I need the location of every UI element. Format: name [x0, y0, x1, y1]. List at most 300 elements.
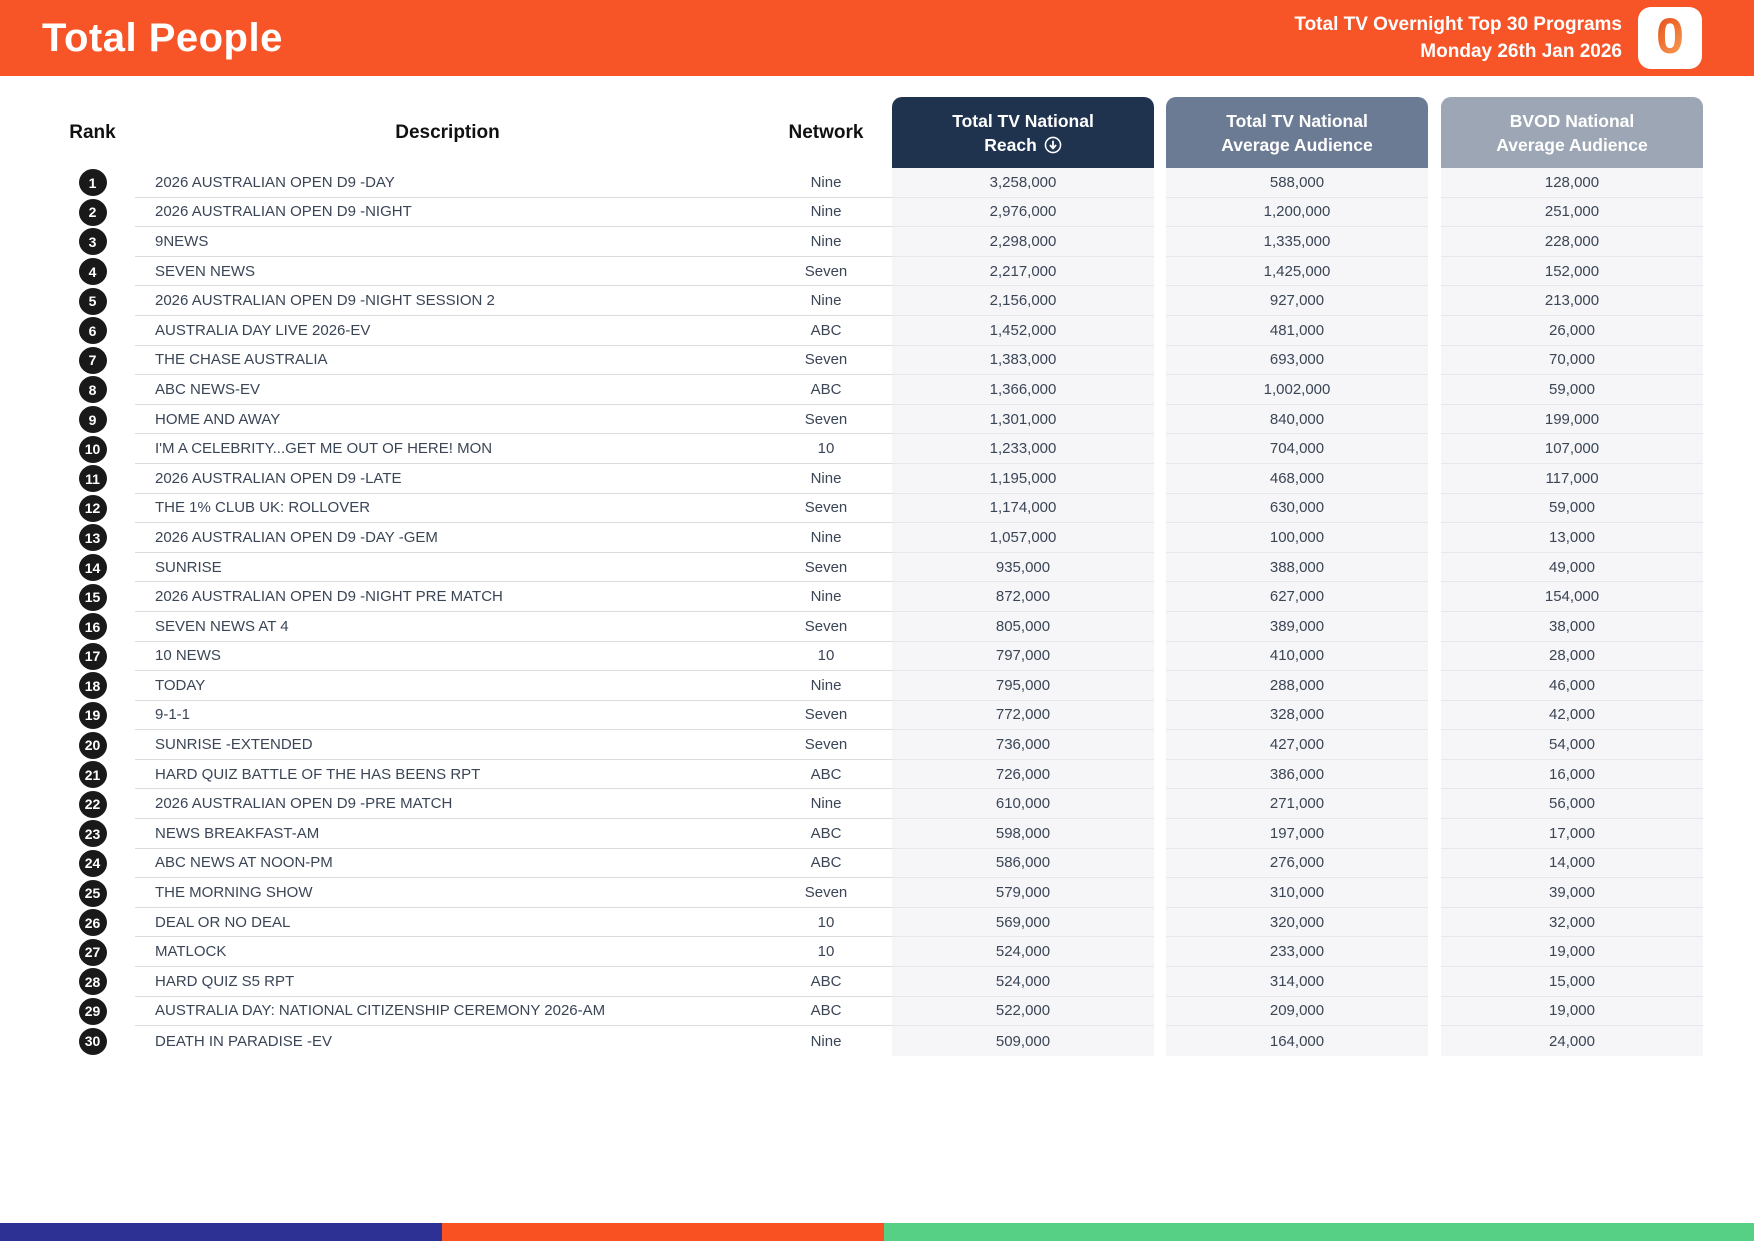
avg-audience-value: 840,000: [1166, 405, 1428, 435]
rank-badge: [79, 791, 107, 818]
column-gap: [1154, 405, 1166, 435]
column-gap: [1428, 908, 1441, 938]
bvod-audience-value: 59,000: [1441, 494, 1703, 524]
program-description: HARD QUIZ S5 RPT: [135, 967, 760, 997]
footer-color-bar: [0, 1223, 1754, 1241]
reach-value: 1,195,000: [892, 464, 1154, 494]
rank-number: 24: [84, 855, 101, 872]
bvod-audience-value: 19,000: [1441, 937, 1703, 967]
program-description: DEAL OR NO DEAL: [135, 908, 760, 938]
table-row: [50, 286, 1703, 316]
network-name: Seven: [760, 612, 892, 642]
bvod-audience-value: 16,000: [1441, 760, 1703, 790]
program-description: SEVEN NEWS: [135, 257, 760, 287]
rank-badge: [79, 820, 107, 847]
network-name: ABC: [760, 316, 892, 346]
rank-number: 3: [88, 233, 97, 250]
report-name: Total TV Overnight Top 30 Programs: [1294, 14, 1622, 35]
avg-audience-value: 386,000: [1166, 760, 1428, 790]
rank-cell: [50, 997, 135, 1027]
rank-badge: [79, 939, 107, 966]
program-description: SUNRISE -EXTENDED: [135, 730, 760, 760]
rank-badge: [79, 998, 107, 1025]
rank-number: 16: [84, 618, 101, 635]
column-gap: [1428, 434, 1441, 464]
rank-badge: [79, 761, 107, 788]
program-description: 2026 AUSTRALIAN OPEN D9 -NIGHT: [135, 198, 760, 228]
rank-cell: [50, 198, 135, 228]
column-gap: [1428, 671, 1441, 701]
column-gap: [1428, 997, 1441, 1027]
network-name: ABC: [760, 819, 892, 849]
table-row: [50, 346, 1703, 376]
rank-cell: [50, 642, 135, 672]
rank-cell: [50, 760, 135, 790]
network-name: Nine: [760, 523, 892, 553]
reach-value: 610,000: [892, 789, 1154, 819]
rank-badge: [79, 524, 107, 551]
network-name: Seven: [760, 405, 892, 435]
column-gap: [1154, 937, 1166, 967]
rank-number: 19: [84, 707, 101, 724]
avg-audience-value: 693,000: [1166, 346, 1428, 376]
report-subtitle: [1294, 11, 1622, 65]
program-description: 2026 AUSTRALIAN OPEN D9 -DAY -GEM: [135, 523, 760, 553]
column-gap: [1428, 97, 1441, 168]
bvod-audience-value: 42,000: [1441, 701, 1703, 731]
table-row: [50, 227, 1703, 257]
rank-column-header: Rank: [69, 121, 116, 143]
avg-audience-value: 389,000: [1166, 612, 1428, 642]
column-gap: [1154, 375, 1166, 405]
table-header-row: [50, 97, 1703, 168]
rank-cell: [50, 878, 135, 908]
network-name: Seven: [760, 494, 892, 524]
table-row: [50, 405, 1703, 435]
avg-audience-value: 1,425,000: [1166, 257, 1428, 287]
program-description: HARD QUIZ BATTLE OF THE HAS BEENS RPT: [135, 760, 760, 790]
program-description: SEVEN NEWS AT 4: [135, 612, 760, 642]
network-column-header: Network: [788, 121, 864, 143]
table-row: [50, 671, 1703, 701]
rank-badge: [79, 465, 107, 492]
reach-value: 509,000: [892, 1026, 1154, 1056]
column-gap: [1154, 760, 1166, 790]
column-gap: [1154, 434, 1166, 464]
network-name: ABC: [760, 760, 892, 790]
table-row: [50, 257, 1703, 287]
sort-descending-icon: [1044, 136, 1062, 154]
reach-column-header[interactable]: [892, 97, 1154, 168]
column-gap: [1428, 1026, 1441, 1056]
network-name: Seven: [760, 730, 892, 760]
network-name: Seven: [760, 346, 892, 376]
program-description: 2026 AUSTRALIAN OPEN D9 -LATE: [135, 464, 760, 494]
rank-badge: [79, 376, 107, 403]
column-gap: [1154, 582, 1166, 612]
rank-badge: [79, 880, 107, 907]
bvod-audience-value: 154,000: [1441, 582, 1703, 612]
column-gap: [1428, 375, 1441, 405]
network-name: 10: [760, 434, 892, 464]
table-row: [50, 878, 1703, 908]
oztam-logo: [1638, 7, 1702, 69]
table-row: [50, 642, 1703, 672]
bvod-audience-value: 107,000: [1441, 434, 1703, 464]
banner-right-group: [1294, 7, 1702, 69]
program-description: AUSTRALIA DAY: NATIONAL CITIZENSHIP CEREMONY 2026-AM: [135, 997, 760, 1027]
table-row: [50, 582, 1703, 612]
program-description: 9NEWS: [135, 227, 760, 257]
footer-bar-segment-green: [884, 1223, 1754, 1241]
avg-audience-value: 630,000: [1166, 494, 1428, 524]
bvod-audience-value: 14,000: [1441, 849, 1703, 879]
reach-value: 805,000: [892, 612, 1154, 642]
network-name: Nine: [760, 671, 892, 701]
network-name: 10: [760, 908, 892, 938]
network-name: ABC: [760, 967, 892, 997]
program-description: ABC NEWS-EV: [135, 375, 760, 405]
program-description: ABC NEWS AT NOON-PM: [135, 849, 760, 879]
avg-audience-value: 481,000: [1166, 316, 1428, 346]
rank-number: 27: [84, 944, 101, 961]
rank-number: 17: [84, 648, 101, 665]
column-gap: [1428, 405, 1441, 435]
column-gap: [1428, 257, 1441, 287]
rank-badge: [79, 613, 107, 640]
rank-cell: [50, 375, 135, 405]
network-name: Seven: [760, 878, 892, 908]
bvod-audience-value: 56,000: [1441, 789, 1703, 819]
description-column-header: Description: [395, 121, 500, 143]
bvod-header-line1: BVOD National: [1509, 110, 1635, 131]
rank-number: 11: [85, 470, 100, 487]
program-description: 9-1-1: [135, 701, 760, 731]
network-name: Nine: [760, 464, 892, 494]
bvod-audience-value: 24,000: [1441, 1026, 1703, 1056]
bvod-audience-value: 38,000: [1441, 612, 1703, 642]
column-gap: [1154, 997, 1166, 1027]
column-gap: [1428, 849, 1441, 879]
bvod-audience-value: 251,000: [1441, 198, 1703, 228]
bvod-audience-value: 228,000: [1441, 227, 1703, 257]
program-description: AUSTRALIA DAY LIVE 2026-EV: [135, 316, 760, 346]
column-gap: [1154, 908, 1166, 938]
rank-badge: [79, 199, 107, 226]
column-gap: [1428, 346, 1441, 376]
reach-value: 522,000: [892, 997, 1154, 1027]
program-description: 2026 AUSTRALIAN OPEN D9 -NIGHT SESSION 2: [135, 286, 760, 316]
rank-cell: [50, 701, 135, 731]
reach-value: 1,233,000: [892, 434, 1154, 464]
rank-number: 13: [84, 529, 101, 546]
avg-audience-value: 704,000: [1166, 434, 1428, 464]
program-description: SUNRISE: [135, 553, 760, 583]
table-row: [50, 198, 1703, 228]
bvod-audience-value: 213,000: [1441, 286, 1703, 316]
bvod-audience-column-header[interactable]: [1441, 97, 1703, 168]
avg-audience-value: 314,000: [1166, 967, 1428, 997]
column-gap: [1154, 730, 1166, 760]
bvod-audience-value: 152,000: [1441, 257, 1703, 287]
bvod-audience-value: 54,000: [1441, 730, 1703, 760]
column-gap: [1154, 967, 1166, 997]
bvod-audience-value: 46,000: [1441, 671, 1703, 701]
column-gap: [1154, 227, 1166, 257]
table-row: [50, 760, 1703, 790]
column-gap: [1428, 730, 1441, 760]
table-row: [50, 937, 1703, 967]
table-row: [50, 997, 1703, 1027]
table-body: [50, 168, 1703, 1056]
network-name: ABC: [760, 375, 892, 405]
avg-audience-value: 271,000: [1166, 789, 1428, 819]
rank-badge: [79, 406, 107, 433]
rank-badge: [79, 643, 107, 670]
bvod-audience-value: 70,000: [1441, 346, 1703, 376]
rank-badge: [79, 228, 107, 255]
column-gap: [1154, 464, 1166, 494]
reach-value: 3,258,000: [892, 168, 1154, 198]
network-name: Seven: [760, 257, 892, 287]
network-name: Nine: [760, 789, 892, 819]
bvod-audience-value: 39,000: [1441, 878, 1703, 908]
reach-header-line1: Total TV National: [952, 110, 1094, 131]
column-gap: [1428, 967, 1441, 997]
table-row: [50, 168, 1703, 198]
rank-cell: [50, 523, 135, 553]
column-gap: [1154, 1026, 1166, 1056]
network-name: Nine: [760, 582, 892, 612]
avg-audience-value: 197,000: [1166, 819, 1428, 849]
avg-audience-value: 1,002,000: [1166, 375, 1428, 405]
column-gap: [1428, 316, 1441, 346]
avg-header-line1: Total TV National: [1226, 110, 1368, 131]
rank-number: 1: [88, 174, 97, 191]
rank-number: 10: [84, 441, 101, 458]
network-name: Nine: [760, 168, 892, 198]
column-gap: [1154, 701, 1166, 731]
rank-number: 12: [84, 500, 101, 517]
rank-number: 9: [88, 411, 97, 428]
reach-value: 524,000: [892, 967, 1154, 997]
table-row: [50, 523, 1703, 553]
rank-cell: [50, 908, 135, 938]
rank-number: 20: [84, 737, 101, 754]
network-name: Seven: [760, 553, 892, 583]
rank-cell: [50, 434, 135, 464]
bvod-audience-value: 117,000: [1441, 464, 1703, 494]
network-name: Nine: [810, 1032, 842, 1050]
table-row: [50, 612, 1703, 642]
rank-badge: [79, 672, 107, 699]
rank-number: 22: [84, 796, 101, 813]
reach-value: 2,217,000: [892, 257, 1154, 287]
reach-value: 1,301,000: [892, 405, 1154, 435]
network-name: Nine: [760, 227, 892, 257]
column-gap: [1428, 553, 1441, 583]
table-row: [50, 375, 1703, 405]
network-name: Nine: [760, 198, 892, 228]
reach-value: 598,000: [892, 819, 1154, 849]
table-row: [50, 494, 1703, 524]
avg-audience-value: 233,000: [1166, 937, 1428, 967]
rank-cell: [50, 819, 135, 849]
rank-number: 29: [84, 1003, 101, 1020]
network-name: 10: [760, 937, 892, 967]
program-description: THE CHASE AUSTRALIA: [135, 346, 760, 376]
rank-cell: [50, 464, 135, 494]
table-row: [50, 553, 1703, 583]
reach-value: 797,000: [892, 642, 1154, 672]
reach-value: 1,452,000: [892, 316, 1154, 346]
program-description: MATLOCK: [135, 937, 760, 967]
bvod-audience-value: 59,000: [1441, 375, 1703, 405]
column-gap: [1428, 523, 1441, 553]
network-name: ABC: [760, 849, 892, 879]
rank-number: 4: [88, 263, 97, 280]
footer-bar-segment-blue: [0, 1223, 442, 1241]
rank-number: 30: [84, 1033, 101, 1050]
rank-number: 21: [84, 766, 101, 783]
rank-cell: [50, 730, 135, 760]
column-gap: [1428, 642, 1441, 672]
avg-audience-value: 410,000: [1166, 642, 1428, 672]
rank-cell: [50, 937, 135, 967]
rank-badge: [79, 347, 107, 374]
reach-header-line2: Reach: [984, 134, 1037, 155]
rank-cell: [50, 1026, 135, 1056]
rank-cell: [50, 967, 135, 997]
rank-badge: [79, 288, 107, 315]
rank-number: 5: [88, 293, 97, 310]
column-gap: [1428, 789, 1441, 819]
avg-audience-value: 1,200,000: [1166, 198, 1428, 228]
rank-number: 25: [84, 885, 101, 902]
reach-value: 736,000: [892, 730, 1154, 760]
rank-badge: [79, 732, 107, 759]
reach-value: 872,000: [892, 582, 1154, 612]
avg-audience-value: 588,000: [1166, 168, 1428, 198]
avg-audience-column-header[interactable]: [1166, 97, 1428, 168]
network-name: Seven: [760, 701, 892, 731]
footer-bar-segment-orange: [442, 1223, 884, 1241]
rank-cell: [50, 346, 135, 376]
program-description: THE MORNING SHOW: [135, 878, 760, 908]
bvod-audience-value: 26,000: [1441, 316, 1703, 346]
column-gap: [1154, 494, 1166, 524]
rank-number: 14: [84, 559, 101, 576]
avg-header-line2: Average Audience: [1221, 134, 1373, 155]
avg-audience-value: 209,000: [1166, 997, 1428, 1027]
avg-audience-value: 468,000: [1166, 464, 1428, 494]
rank-cell: [50, 849, 135, 879]
bvod-audience-value: 13,000: [1441, 523, 1703, 553]
table-row: [50, 908, 1703, 938]
reach-value: 2,976,000: [892, 198, 1154, 228]
program-description: HOME AND AWAY: [135, 405, 760, 435]
bvod-audience-value: 19,000: [1441, 997, 1703, 1027]
avg-audience-value: 310,000: [1166, 878, 1428, 908]
rank-badge: [79, 436, 107, 463]
network-name: 10: [760, 642, 892, 672]
reach-value: 1,174,000: [892, 494, 1154, 524]
reach-value: 1,057,000: [892, 523, 1154, 553]
column-gap: [1154, 671, 1166, 701]
program-description: 2026 AUSTRALIAN OPEN D9 -NIGHT PRE MATCH: [135, 582, 760, 612]
reach-value: 586,000: [892, 849, 1154, 879]
avg-audience-value: 276,000: [1166, 849, 1428, 879]
column-gap: [1428, 227, 1441, 257]
program-description: 2026 AUSTRALIAN OPEN D9 -PRE MATCH: [135, 789, 760, 819]
rank-cell: [50, 582, 135, 612]
network-name: ABC: [760, 997, 892, 1027]
column-gap: [1154, 97, 1166, 168]
column-gap: [1154, 849, 1166, 879]
bvod-audience-value: 128,000: [1441, 168, 1703, 198]
table-row: [50, 789, 1703, 819]
table-row: [50, 967, 1703, 997]
table-row: [50, 849, 1703, 879]
table-row: [50, 730, 1703, 760]
rank-badge: [79, 702, 107, 729]
column-gap: [1154, 346, 1166, 376]
column-gap: [1154, 642, 1166, 672]
column-gap: [1428, 494, 1441, 524]
table-row: [50, 434, 1703, 464]
rank-number: 8: [88, 381, 97, 398]
rank-cell: [50, 789, 135, 819]
column-gap: [1428, 286, 1441, 316]
report-date: Monday 26th Jan 2026: [1420, 41, 1622, 62]
rank-badge: [79, 258, 107, 285]
program-description: DEATH IN PARADISE -EV: [155, 1032, 332, 1050]
bvod-audience-value: 32,000: [1441, 908, 1703, 938]
reach-value: 1,366,000: [892, 375, 1154, 405]
reach-value: 726,000: [892, 760, 1154, 790]
rank-cell: [50, 257, 135, 287]
bvod-audience-value: 17,000: [1441, 819, 1703, 849]
rank-cell: [50, 405, 135, 435]
network-name: Nine: [760, 286, 892, 316]
avg-audience-value: 427,000: [1166, 730, 1428, 760]
rank-badge: [79, 1028, 107, 1055]
column-gap: [1154, 523, 1166, 553]
rank-cell: [50, 494, 135, 524]
rank-badge: [79, 554, 107, 581]
reach-value: 569,000: [892, 908, 1154, 938]
column-gap: [1428, 612, 1441, 642]
avg-audience-value: 627,000: [1166, 582, 1428, 612]
bvod-audience-value: 28,000: [1441, 642, 1703, 672]
reach-value: 524,000: [892, 937, 1154, 967]
column-gap: [1428, 582, 1441, 612]
bvod-header-line2: Average Audience: [1496, 134, 1648, 155]
program-description: TODAY: [135, 671, 760, 701]
column-gap: [1154, 878, 1166, 908]
table-row: [50, 1026, 1703, 1056]
rank-badge: [79, 169, 107, 196]
rank-cell: [50, 168, 135, 198]
column-gap: [1154, 612, 1166, 642]
reach-value: 795,000: [892, 671, 1154, 701]
program-description: 2026 AUSTRALIAN OPEN D9 -DAY: [135, 168, 760, 198]
column-gap: [1154, 819, 1166, 849]
column-gap: [1428, 198, 1441, 228]
column-gap: [1154, 553, 1166, 583]
rank-badge: [79, 495, 107, 522]
rank-number: 26: [84, 914, 101, 931]
